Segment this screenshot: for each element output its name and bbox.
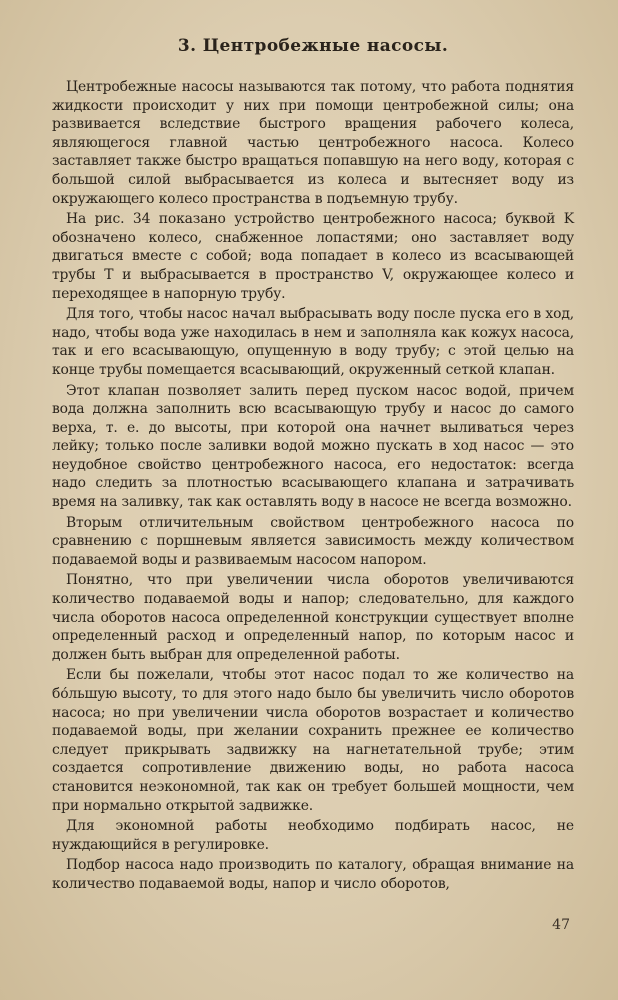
paragraph-7: Если бы пожелали, чтобы этот насос подал то же количество на бо́льшую высоту, то для этого надо было бы увеличить число оборотов насоса; но при увеличении числа оборотов возрастает и количество подаваемой воды, при желании сохранить прежнее ее количество следует прикрывать задвижку на нагнетательной трубе; этим создается сопротивление движению воды, но работа насоса становится неэкономной, так как он требует большей мощности, чем при нормально открытой задвижке.: [52, 667, 574, 814]
paragraph-1: Центробежные насосы называются так потому, что работа поднятия жидкости происходит у них при помощи центробежной силы; она развивается вследствие быстрого вращения рабочего колеса, являющегося главной частью центробежного насоса. Колесо заставляет также быстро вращаться попавшую на него воду, которая с большой силой выбрасывается из колеса и вытесняет воду из окружающего колесо пространства в подъемную трубу.: [52, 79, 574, 207]
paragraph-2: На рис. 34 показано устройство центробежного насоса; буквой K обозначено колесо, снабженное лопастями; оно заставляет воду двигаться вместе с собой; вода попадает в колесо из всасывающей трубы T и выбрасывается в пространство V, окружающее колесо и переходящее в напорную трубу.: [52, 211, 574, 302]
paragraph-8: Для экономной работы необходимо подбирать насос, не нуждающийся в регулировке.: [52, 818, 574, 853]
paragraph-3: Для того, чтобы насос начал выбрасывать воду после пуска его в ход, надо, чтобы вода уже находилась в нем и заполняла как кожух насоса, так и его всасывающую, опущенную в воду трубу; с этой целью на конце трубы помещается всасывающий, окруженный сеткой клапан.: [52, 306, 574, 378]
page-number: 47: [552, 917, 570, 933]
section-title: 3. Центробежные насосы.: [177, 36, 449, 56]
paragraph-9: Подбор насоса надо производить по каталогу, обращая внимание на количество подаваемой воды, напор и число оборотов,: [52, 857, 574, 892]
paragraph-6: Понятно, что при увеличении числа оборотов увеличиваются количество подаваемой воды и напор; следовательно, для каждого числа оборотов насоса определенной конструкции существует вполне определенный расход и определенный напор, по которым насос и должен быть выбран для определенной работы.: [52, 572, 574, 663]
paragraph-5: Вторым отличительным свойством центробежного насоса по сравнению с поршневым является зависимость между количеством подаваемой воды и развиваемым насосом напором.: [52, 514, 574, 568]
paragraph-4: Этот клапан позволяет залить перед пуском насос водой, причем вода должна заполнить всю всасывающую трубу и насос до самого верха, т. е. до высоты, при которой она начнет выливаться через лейку; только после заливки водой можно пускать в ход насос — это неудобное свойство центробежного насоса, его недостаток: всегда надо следить за плотностью всасывающего клапана и затрачивать время на заливку, так как оставлять воду в насосе не всегда возможно.: [52, 382, 574, 511]
